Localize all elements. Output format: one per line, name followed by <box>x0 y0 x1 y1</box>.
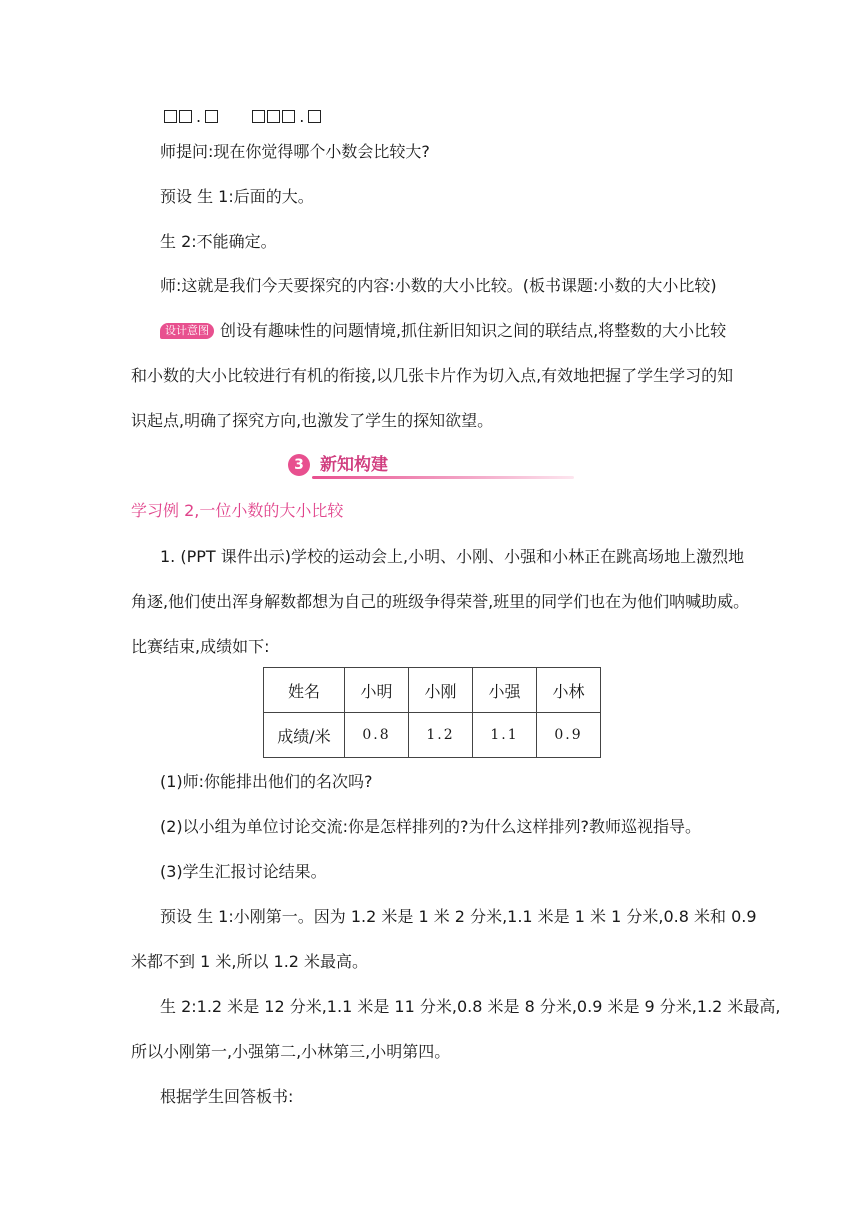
design-intent-line2: 和小数的大小比较进行有机的衔接,以几张卡片作为切入点,有效地把握了学生学习的知 <box>131 366 734 385</box>
design-intent-badge: 设计意图 <box>160 323 214 339</box>
table-row <box>264 713 601 758</box>
table-header-row <box>264 668 601 713</box>
section-title: 新知构建 <box>320 455 388 475</box>
design-intent-line1 <box>160 320 726 342</box>
paragraph-teacher-intro: 师:这就是我们今天要探究的内容:小数的大小比较。(板书课题:小数的大小比较) <box>160 276 717 295</box>
section-number-badge: 3 <box>288 454 310 476</box>
design-intent-text: 创设有趣味性的问题情境,抓住新旧知识之间的联结点,将整数的大小比较 <box>220 321 727 340</box>
table-row-label: 成绩/米 <box>264 713 345 758</box>
section-underline <box>312 476 574 479</box>
table-header-cell: 小刚 <box>409 668 473 713</box>
step-1: (1)师:你能排出他们的名次吗? <box>160 772 373 791</box>
table-cell: 0.8 <box>345 713 409 758</box>
step-3: (3)学生汇报讨论结果。 <box>160 862 327 881</box>
answer1-line2: 米都不到 1 米,所以 1.2 米最高。 <box>131 952 369 971</box>
paragraph-student2: 生 2:不能确定。 <box>160 232 277 251</box>
answer2-line2: 所以小刚第一,小强第二,小林第三,小明第四。 <box>131 1042 451 1061</box>
digit-box <box>308 110 321 123</box>
table-cell: 1.1 <box>473 713 537 758</box>
table-header-cell: 小强 <box>473 668 537 713</box>
answer2-line1: 生 2:1.2 米是 12 分米,1.1 米是 11 分米,0.8 米是 8 分米,0.9 米是 9 分米,1.2 米最高, <box>160 997 781 1016</box>
board-writing-intro: 根据学生回答板书: <box>160 1087 294 1106</box>
decimal-point: . <box>196 107 203 126</box>
section-header <box>288 450 578 480</box>
design-intent-line3: 识起点,明确了探究方向,也激发了学生的探知欲望。 <box>131 411 494 430</box>
paragraph-preset-student1: 预设 生 1:后面的大。 <box>160 187 314 206</box>
intro-line3: 比赛结束,成绩如下: <box>131 637 270 656</box>
scores-table <box>263 667 601 758</box>
table-cell: 0.9 <box>537 713 601 758</box>
table-cell: 1.2 <box>409 713 473 758</box>
digit-box <box>164 110 177 123</box>
digit-box <box>205 110 218 123</box>
decimal-point: . <box>299 107 306 126</box>
example-heading: 学习例 2,一位小数的大小比较 <box>131 501 344 520</box>
answer1-line1: 预设 生 1:小刚第一。因为 1.2 米是 1 米 2 分米,1.1 米是 1 米 1 分米,0.8 米和 0.9 <box>160 907 757 926</box>
digit-box <box>267 110 280 123</box>
table-header-cell: 姓名 <box>264 668 345 713</box>
intro-line1: 1. (PPT 课件出示)学校的运动会上,小明、小刚、小强和小林正在跳高场地上激烈地 <box>160 547 745 566</box>
step-2: (2)以小组为单位讨论交流:你是怎样排列的?为什么这样排列?教师巡视指导。 <box>160 817 702 836</box>
table-header-cell: 小林 <box>537 668 601 713</box>
empty-decimal-boxes <box>164 106 323 128</box>
digit-box <box>252 110 265 123</box>
digit-box <box>179 110 192 123</box>
digit-box <box>282 110 295 123</box>
table-header-cell: 小明 <box>345 668 409 713</box>
intro-line2: 角逐,他们使出浑身解数都想为自己的班级争得荣誉,班里的同学们也在为他们呐喊助威。 <box>131 592 750 611</box>
paragraph-teacher-question: 师提问:现在你觉得哪个小数会比较大? <box>160 142 430 161</box>
